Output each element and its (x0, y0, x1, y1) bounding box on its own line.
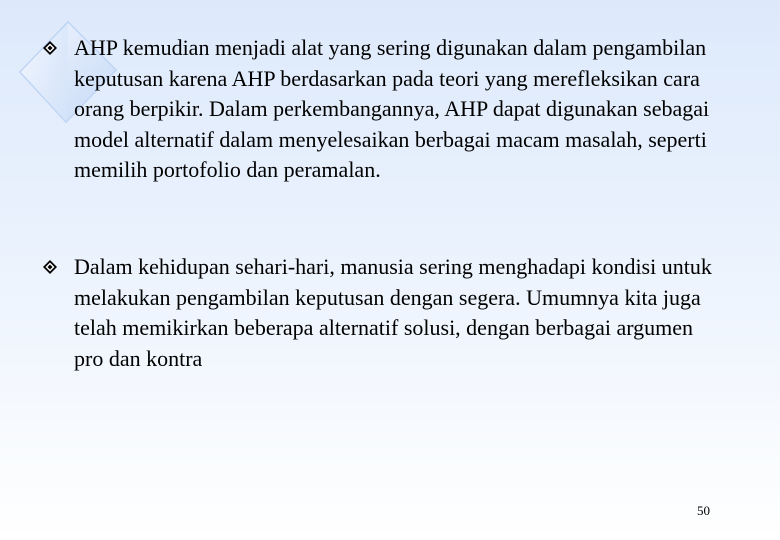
bullet-text: AHP kemudian menjadi alat yang sering digunakan dalam pengambilan keputusan karena AHP berdasarkan pada teori yang merefleksikan cara orang berpikir. Dalam perkembangannya, AHP dapat digunakan sebagai model alternatif dalam menyelesaikan berbagai macam masalah, seperti memilih portofolio dan peramalan. (74, 35, 710, 182)
bullet-item-ahp-theory (42, 33, 722, 186)
bullet-item-daily-decisions (42, 252, 722, 374)
bullet-text: Dalam kehidupan sehari-hari, manusia sering menghadapi kondisi untuk melakukan pengambilan keputusan dengan segera. Umumnya kita juga telah memikirkan beberapa alternatif solusi, dengan berbagai argumen pro dan kontra (74, 254, 712, 371)
bullet-diamond-icon (42, 40, 58, 56)
bullet-diamond-icon (42, 259, 58, 275)
page-number: 50 (697, 503, 710, 518)
